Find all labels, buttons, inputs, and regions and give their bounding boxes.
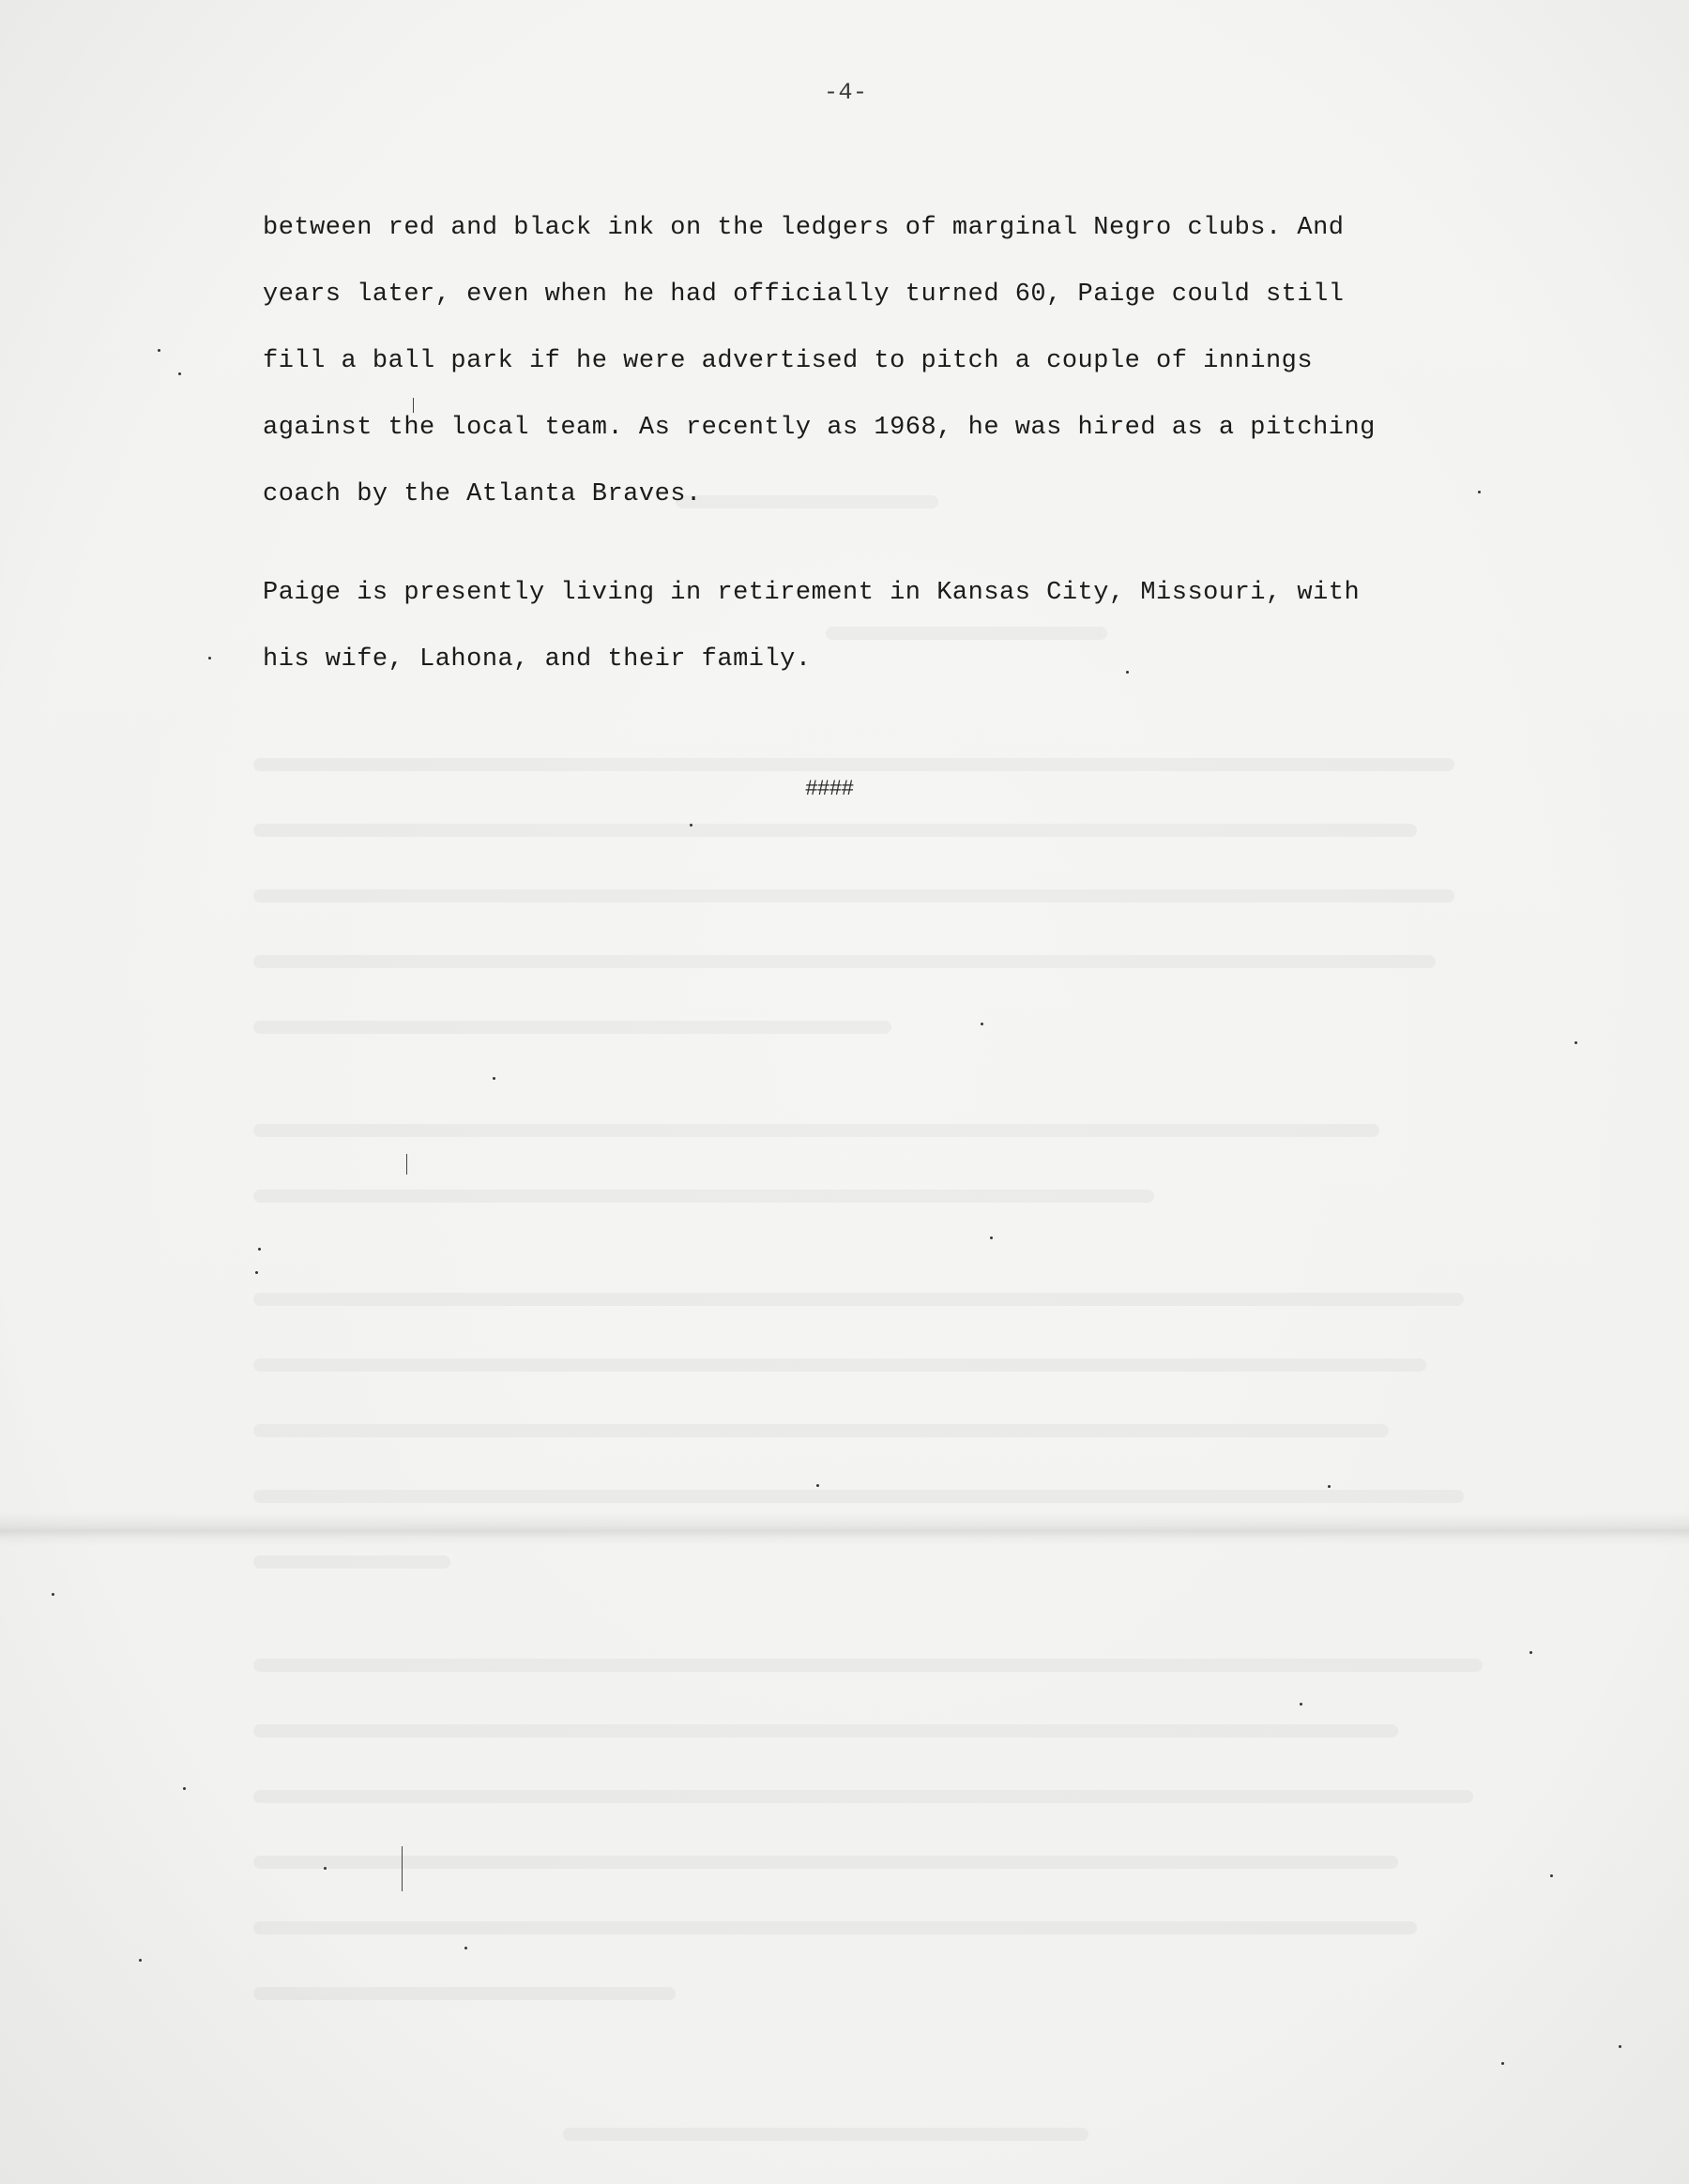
paragraph-line: between red and black ink on the ledgers of marginal Negro clubs. And [263, 214, 1345, 242]
paragraph-line: coach by the Atlanta Braves. [263, 480, 702, 508]
paragraph-line: against the local team. As recently as 1968, he was hired as a pitching [263, 414, 1376, 442]
paragraph-line: Paige is presently living in retirement in Kansas City, Missouri, with [263, 579, 1361, 607]
paper-fold-shadow [0, 1512, 1689, 1546]
page-number: -4- [824, 79, 868, 106]
paragraph-line: fill a ball park if he were advertised to pitch a couple of innings [263, 347, 1314, 375]
paragraph-line: years later, even when he had officially turned 60, Paige could still [263, 281, 1345, 309]
end-of-release-marks: #### [805, 777, 854, 801]
paragraph-line: his wife, Lahona, and their family. [263, 645, 812, 674]
